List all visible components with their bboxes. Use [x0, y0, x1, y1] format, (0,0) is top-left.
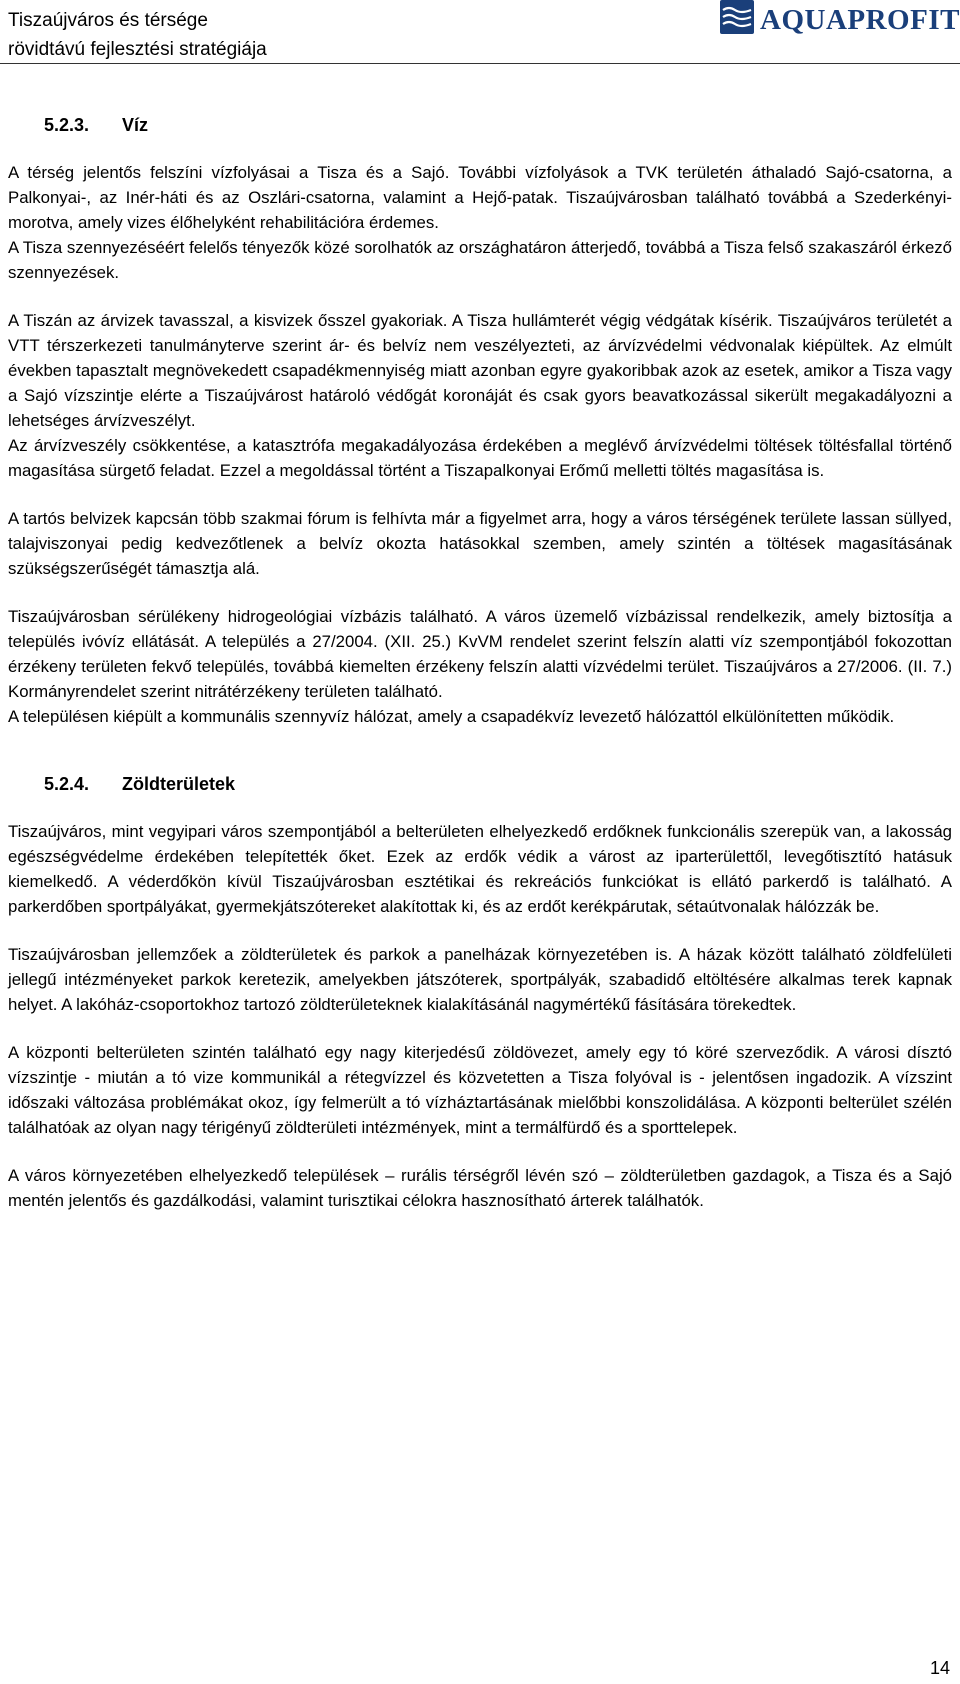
- section-title: Víz: [122, 115, 149, 135]
- document-title-line-1: Tiszaújváros és térsége: [8, 10, 208, 31]
- header-divider: [0, 63, 960, 64]
- paragraph: A Tiszán az árvizek tavasszal, a kisvizek ősszel gyakoriak. A Tisza hullámterét végig védgátak kísérik. Tiszaújváros területét a VTT térszerkezeti tanulmányterve szerint ár- és belvíz nem veszélyezteti, az árvízvédelmi védvonalak kiépültek. Az elmúlt években tapasztalt megnövekedett csapadékmennyiség miatt azonban egyre gyakoribbak azok az esetek, amikor a Tisza vagy a Sajó vízszintje elérte a Tiszaújvárost határoló védőgát koronáját és csak gyors beavatkozással sikerült megakadályozni a lehetséges árvízveszélyt.: [8, 311, 952, 430]
- page-number: 14: [929, 1658, 950, 1678]
- section-number: 5.2.4.: [44, 774, 90, 794]
- document-title-line-2: rövidtávú fejlesztési stratégiája: [8, 39, 267, 60]
- logo-text: AQUAPROFIT: [760, 4, 960, 36]
- paragraph: Tiszaújvárosban jellemzőek a zöldterületek és parkok a panelházak környezetében is. A házak között található zöldfelületi jellegű intézményeket parkok keretezik, amelyekben játszóterek, sportpályák, szabadidő eltöltésére alkalmas terek kapnak helyet. A lakóház-csoportokhoz tartozó zöldterületeknek kialakításánál nagymértékű fásítására törekedtek.: [8, 945, 952, 1014]
- section-number: 5.2.3.: [44, 115, 90, 135]
- paragraph: A város környezetében elhelyezkedő települések – rurális térségről lévén szó – zöldterületben gazdagok, a Tisza és a Sajó mentén jelentős és gazdálkodási, valamint turisztikai célokra hasznosítható árterek találhatók.: [8, 1166, 952, 1210]
- document-title: [8, 6, 267, 64]
- document-body: [8, 110, 952, 1213]
- paragraph: Tiszaújváros, mint vegyipari város szempontjából a belterületen elhelyezkedő erdőknek funkcionális szerepük van, a lakosság egészségvédelme érdekében telepítették őket. Ezek az erdők védik a várost az iparterülettől, levegőtisztító hatásuk kiemelkedő. A véderdőkön kívül Tiszaújvárosban esztétikai és rekreációs funkciókat is ellátó parkerdő is található. A parkerdőben sportpályákat, gyermekjátszótereket alakítottak ki, és az erdőt kerékpárutak, sétaútvonalak hálózzák be.: [8, 822, 952, 916]
- section-heading-water: [8, 110, 952, 140]
- page-header: [0, 0, 960, 66]
- paragraph: A tartós belvizek kapcsán több szakmai fórum is felhívta már a figyelmet arra, hogy a város térségének területe lassan süllyed, talajviszonyai pedig kedvezőtlenek a belvíz okozta hatásokkal szemben, amely szintén a töltések magasításának szükségszerűségét támasztja alá.: [8, 509, 952, 578]
- paragraph: A Tisza szennyezéséért felelős tényezők közé sorolhatók az országhatáron átterjedő, továbbá a Tisza felső szakaszáról érkező szennyezések.: [8, 238, 952, 282]
- logo-mark-icon: [720, 0, 754, 34]
- paragraph: Az árvízveszély csökkentése, a katasztrófa megakadályozása érdekében a meglévő árvízvédelmi töltések töltésfallal történő magasítása sürgető feladat. Ezzel a megoldással történt a Tiszapalkonyai Erőmű melletti töltés magasítása is.: [8, 436, 952, 480]
- paragraph: A térség jelentős felszíni vízfolyásai a Tisza és a Sajó. További vízfolyások a TVK területén áthaladó Sajó-csatorna, a Palkonyai-, az Inér-háti és az Oszlári-csatorna, valamint a Hejő-patak. Tiszaújvárosban található továbbá a Szederkényi-morotva, amely vizes élőhelyként rehabilitációra érdemes.: [8, 163, 952, 232]
- section-heading-green-areas: [8, 769, 952, 799]
- aquaprofit-logo: [720, 0, 960, 36]
- section-title: Zöldterületek: [122, 774, 236, 794]
- paragraph: A településen kiépült a kommunális szennyvíz hálózat, amely a csapadékvíz levezető hálózattól elkülönítetten működik.: [8, 707, 895, 726]
- paragraph: A központi belterületen szintén található egy nagy kiterjedésű zöldövezet, amely egy tó köré szerveződik. A városi dísztó vízszintje - miután a tó vize kommunikál a rétegvízzel és közvetetten a Tisza folyóval is - jelentősen ingadozik. A vízszint időszaki változása problémákat okoz, így felmerült a tó vízháztartásának mielőbbi konszolidálása. A központi belterület szélén találhatóak az olyan nagy térigényű zöldterületi intézmények, mint a termálfürdő és a sporttelepek.: [8, 1043, 952, 1137]
- paragraph: Tiszaújvárosban sérülékeny hidrogeológiai vízbázis található. A város üzemelő vízbázissal rendelkezik, amely biztosítja a település ivóvíz ellátását. A település a 27/2004. (XII. 25.) KvVM rendelet szerint felszín alatti víz szempontjából fokozottan érzékeny területen fekvő település, továbbá kiemelten érzékeny felszín alatti vízvédelmi terület. Tiszaújváros a 27/2006. (II. 7.) Kormányrendelet szerint nitrátérzékeny területen található.: [8, 607, 952, 701]
